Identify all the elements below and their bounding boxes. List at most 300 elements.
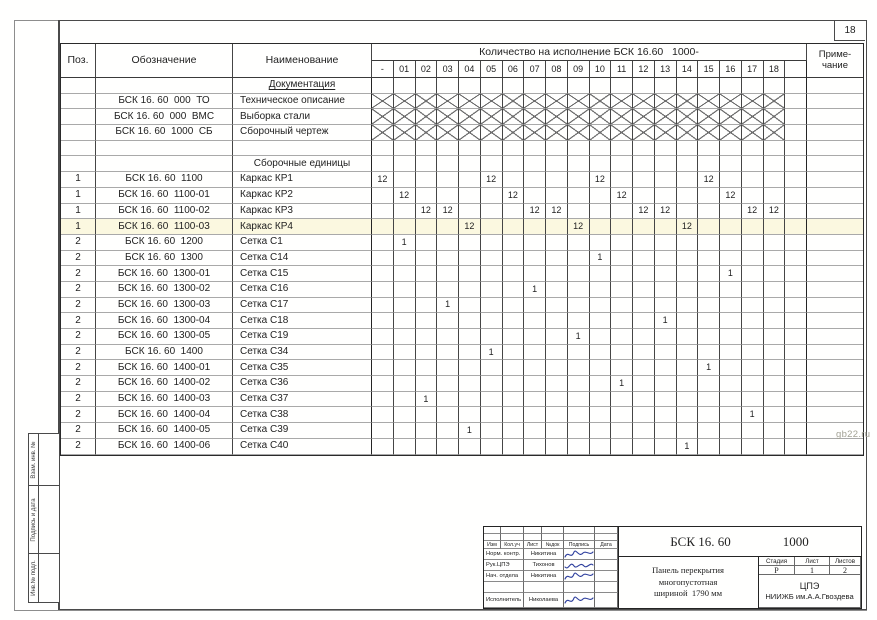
stamp-col-header: Лист: [524, 541, 542, 549]
qty-cell: [568, 282, 590, 298]
qty-cell: [611, 235, 633, 251]
qty-cell: [785, 392, 807, 408]
qty-cell: [503, 345, 525, 361]
qty-cell: [677, 298, 699, 314]
qty-cell: [633, 345, 655, 361]
qty-cell: [437, 172, 459, 188]
crossed-qty-cell: [481, 125, 503, 141]
qty-cell: [785, 251, 807, 267]
revision-cell: [524, 527, 542, 534]
crossed-qty-cell: [611, 94, 633, 110]
qty-cell: [742, 156, 764, 172]
qty-cell: [611, 329, 633, 345]
qty-cell: 1: [590, 251, 612, 267]
side-box-vzam-inv: [28, 433, 60, 487]
qty-cell: [503, 376, 525, 392]
stamp-col-header: №док: [542, 541, 564, 549]
qty-cell: [394, 376, 416, 392]
qty-cell: [372, 235, 394, 251]
designation-cell: БСК 16. 60 1400-01: [96, 360, 233, 376]
org-line1: ЦПЭ: [799, 580, 820, 591]
stamp-date-cell: [595, 560, 618, 571]
qty-cell: [785, 141, 807, 157]
qty-cell: [590, 219, 612, 235]
qty-cell: [437, 251, 459, 267]
qty-cell: [742, 376, 764, 392]
qty-cell: [785, 439, 807, 455]
name-cell: Сетка С39: [233, 423, 372, 439]
qty-cell: [524, 392, 546, 408]
stage-value-cell: Р: [759, 566, 795, 575]
designation-cell: БСК 16. 60 1100: [96, 172, 233, 188]
qty-cell: [459, 329, 481, 345]
qty-cell: [394, 282, 416, 298]
qty-cell: [503, 423, 525, 439]
crossed-qty-cell: [655, 125, 677, 141]
crossed-qty-cell: [655, 109, 677, 125]
crossed-qty-cell: [416, 109, 438, 125]
qty-cell: [546, 172, 568, 188]
designation-cell: БСК 16. 60 1100-03: [96, 219, 233, 235]
qty-cell: [742, 360, 764, 376]
qty-cell: [590, 141, 612, 157]
qty-cell: [742, 423, 764, 439]
qty-cell: [633, 376, 655, 392]
qty-cell: [698, 313, 720, 329]
qty-col-header: 15: [698, 61, 720, 78]
qty-cell: [655, 172, 677, 188]
qty-cell: [677, 235, 699, 251]
qty-cell: [655, 360, 677, 376]
qty-cell: 12: [720, 188, 742, 204]
qty-cell: [568, 439, 590, 455]
name-cell: Каркас КР3: [233, 204, 372, 220]
qty-cell: [416, 345, 438, 361]
designation-cell: [96, 156, 233, 172]
name-cell: Сетка С16: [233, 282, 372, 298]
crossed-qty-cell: [546, 94, 568, 110]
stage-value-cell: 2: [830, 566, 861, 575]
pos-cell: [61, 94, 96, 110]
qty-cell: 12: [677, 219, 699, 235]
sheet-number-box: [834, 21, 865, 41]
name-cell: Сетка С38: [233, 407, 372, 423]
qty-cell: [481, 439, 503, 455]
note-cell: [807, 219, 863, 235]
qty-cell: [785, 188, 807, 204]
qty-cell: [416, 313, 438, 329]
qty-cell: [459, 313, 481, 329]
name-cell: Сетка С17: [233, 298, 372, 314]
designation-cell: БСК 16. 60 1300-02: [96, 282, 233, 298]
designation-cell: БСК 16. 60 1200: [96, 235, 233, 251]
qty-cell: [568, 313, 590, 329]
qty-cell: [416, 156, 438, 172]
qty-cell: [372, 156, 394, 172]
qty-col-header: 12: [633, 61, 655, 78]
qty-cell: [611, 423, 633, 439]
qty-cell: [437, 141, 459, 157]
drawing-title: Панель перекрытия многопустотная шириной 1790 мм: [618, 557, 759, 608]
qty-cell: [611, 141, 633, 157]
qty-cell: [720, 313, 742, 329]
crossed-qty-cell: [459, 125, 481, 141]
qty-cell: [764, 156, 786, 172]
qty-cell: [655, 188, 677, 204]
qty-cell: [590, 376, 612, 392]
pos-cell: [61, 156, 96, 172]
qty-cell: [590, 266, 612, 282]
qty-cell: [698, 298, 720, 314]
crossed-qty-cell: [742, 94, 764, 110]
qty-cell: [720, 376, 742, 392]
qty-cell: [372, 329, 394, 345]
qty-cell: [655, 266, 677, 282]
qty-cell: [503, 360, 525, 376]
document-code: БСК 16. 60 1000: [618, 527, 861, 557]
qty-cell: [611, 282, 633, 298]
stamp-name-cell: [524, 582, 564, 593]
qty-cell: [698, 345, 720, 361]
qty-cell: [416, 78, 438, 94]
stage-header-cell: Листов: [830, 557, 861, 566]
stamp-name-cell: Никитина: [524, 571, 564, 582]
stamp-date-cell: [595, 549, 618, 560]
qty-cell: [611, 219, 633, 235]
qty-cell: [720, 407, 742, 423]
qty-cell: [524, 219, 546, 235]
qty-cell: [524, 188, 546, 204]
qty-cell: 12: [481, 172, 503, 188]
qty-cell: [611, 78, 633, 94]
qty-col-header: 07: [524, 61, 546, 78]
qty-cell: [785, 298, 807, 314]
crossed-qty-cell: [764, 109, 786, 125]
qty-cell: [524, 172, 546, 188]
name-cell: Выборка стали: [233, 109, 372, 125]
stamp-date-cell: [595, 571, 618, 582]
pos-cell: 2: [61, 251, 96, 267]
qty-cell: [764, 219, 786, 235]
pos-cell: [61, 125, 96, 141]
qty-cell: [524, 313, 546, 329]
crossed-qty-cell: [459, 94, 481, 110]
qty-cell: [764, 141, 786, 157]
pos-cell: 2: [61, 313, 96, 329]
watermark: gb22.ru: [836, 429, 871, 440]
revision-cell: [524, 534, 542, 541]
qty-cell: [394, 392, 416, 408]
qty-cell: [394, 141, 416, 157]
qty-cell: [785, 125, 807, 141]
crossed-qty-cell: [568, 109, 590, 125]
crossed-qty-cell: [503, 109, 525, 125]
qty-col-header: -: [372, 61, 394, 78]
qty-cell: [677, 266, 699, 282]
qty-cell: [394, 298, 416, 314]
qty-col-header: 13: [655, 61, 677, 78]
section-label: Документация: [233, 78, 372, 94]
crossed-qty-cell: [394, 109, 416, 125]
qty-cell: [394, 439, 416, 455]
crossed-qty-cell: [481, 94, 503, 110]
qty-cell: [633, 313, 655, 329]
col-header-quantity-group: Количество на исполнение БСК 16.60 1000-: [372, 44, 807, 61]
qty-cell: [590, 392, 612, 408]
stamp-name-cell: Тихонов: [524, 560, 564, 571]
qty-cell: [677, 345, 699, 361]
qty-cell: 1: [524, 282, 546, 298]
qty-cell: [372, 188, 394, 204]
qty-cell: [698, 266, 720, 282]
qty-cell: [546, 266, 568, 282]
qty-cell: [720, 282, 742, 298]
qty-cell: [655, 156, 677, 172]
col-header-name: Наименование: [233, 44, 372, 78]
qty-cell: [459, 204, 481, 220]
crossed-qty-cell: [546, 109, 568, 125]
qty-cell: [611, 251, 633, 267]
qty-cell: [677, 376, 699, 392]
designation-cell: БСК 16. 60 1300-01: [96, 266, 233, 282]
qty-cell: [742, 298, 764, 314]
qty-cell: [633, 78, 655, 94]
qty-cell: [437, 78, 459, 94]
note-cell: [807, 407, 863, 423]
name-cell: Сетка С19: [233, 329, 372, 345]
qty-cell: [677, 141, 699, 157]
qty-cell: 12: [633, 204, 655, 220]
name-cell: Сетка С34: [233, 345, 372, 361]
qty-cell: [546, 376, 568, 392]
qty-cell: [394, 345, 416, 361]
col-header-designation: Обозначение: [96, 44, 233, 78]
qty-cell: [524, 439, 546, 455]
note-cell: [807, 439, 863, 455]
stage-sheet-table: [759, 557, 861, 608]
qty-cell: [394, 313, 416, 329]
qty-cell: 12: [764, 204, 786, 220]
specification-table: [60, 43, 864, 456]
qty-cell: [742, 266, 764, 282]
note-cell: [807, 376, 863, 392]
crossed-qty-cell: [372, 125, 394, 141]
qty-cell: [698, 407, 720, 423]
qty-cell: [764, 376, 786, 392]
qty-cell: [394, 251, 416, 267]
qty-cell: [503, 235, 525, 251]
qty-cell: [372, 219, 394, 235]
stamp-col-header: Кол.уч: [501, 541, 524, 549]
qty-cell: [655, 78, 677, 94]
title-block: [483, 526, 862, 609]
qty-cell: [698, 235, 720, 251]
qty-cell: [590, 345, 612, 361]
revision-cell: [484, 527, 501, 534]
qty-cell: [437, 345, 459, 361]
note-cell: [807, 188, 863, 204]
qty-cell: [568, 235, 590, 251]
qty-cell: [372, 360, 394, 376]
designation-cell: БСК 16. 60 1300-03: [96, 298, 233, 314]
qty-cell: [481, 188, 503, 204]
qty-cell: [394, 219, 416, 235]
qty-cell: [720, 392, 742, 408]
qty-cell: [611, 204, 633, 220]
qty-cell: [437, 439, 459, 455]
note-cell: [807, 392, 863, 408]
qty-cell: [524, 345, 546, 361]
qty-cell: [459, 345, 481, 361]
qty-cell: [481, 313, 503, 329]
side-label: Инв.№ подл.: [30, 560, 37, 596]
qty-cell: [416, 219, 438, 235]
qty-cell: 12: [698, 172, 720, 188]
qty-cell: [764, 423, 786, 439]
qty-cell: [633, 282, 655, 298]
stamp-name-cell: Никитина: [524, 549, 564, 560]
qty-cell: [481, 423, 503, 439]
crossed-qty-cell: [611, 125, 633, 141]
qty-cell: [611, 407, 633, 423]
stage-header-cell: Лист: [795, 557, 830, 566]
qty-cell: [503, 439, 525, 455]
qty-cell: [633, 439, 655, 455]
pos-cell: 1: [61, 219, 96, 235]
name-cell: Сборочный чертеж: [233, 125, 372, 141]
designation-cell: БСК 16. 60 1000 СБ: [96, 125, 233, 141]
qty-cell: [785, 172, 807, 188]
stamp-date-cell: [595, 593, 618, 608]
stamp-role-cell: [484, 582, 524, 593]
qty-cell: [677, 423, 699, 439]
qty-cell: [720, 439, 742, 455]
qty-col-header: 02: [416, 61, 438, 78]
qty-cell: [677, 313, 699, 329]
qty-cell: [655, 282, 677, 298]
qty-cell: [677, 204, 699, 220]
qty-cell: [546, 329, 568, 345]
crossed-qty-cell: [742, 125, 764, 141]
qty-cell: 12: [394, 188, 416, 204]
qty-cell: [677, 172, 699, 188]
qty-cell: [655, 345, 677, 361]
qty-cell: [372, 282, 394, 298]
designation-cell: БСК 16. 60 000 ТО: [96, 94, 233, 110]
qty-cell: [611, 172, 633, 188]
qty-cell: [546, 439, 568, 455]
qty-cell: [611, 266, 633, 282]
qty-cell: [655, 219, 677, 235]
signature: [564, 570, 594, 582]
qty-cell: [481, 235, 503, 251]
designation-cell: БСК 16. 60 1400-05: [96, 423, 233, 439]
qty-cell: [568, 172, 590, 188]
stamp-date-cell: [595, 582, 618, 593]
qty-cell: [633, 360, 655, 376]
name-cell: Сетка С35: [233, 360, 372, 376]
stamp-col-header: Дата: [595, 541, 618, 549]
qty-cell: [590, 439, 612, 455]
qty-cell: [764, 329, 786, 345]
crossed-qty-cell: [372, 94, 394, 110]
qty-cell: [568, 360, 590, 376]
crossed-qty-cell: [546, 125, 568, 141]
qty-cell: 12: [546, 204, 568, 220]
qty-cell: [524, 298, 546, 314]
qty-cell: [568, 78, 590, 94]
qty-cell: [459, 298, 481, 314]
revision-cell: [595, 527, 618, 534]
qty-cell: [503, 172, 525, 188]
qty-cell: [416, 407, 438, 423]
pos-cell: 2: [61, 235, 96, 251]
revision-cell: [484, 534, 501, 541]
qty-cell: [372, 298, 394, 314]
designation-cell: БСК 16. 60 1300-04: [96, 313, 233, 329]
qty-col-header: [785, 61, 807, 78]
qty-cell: [437, 423, 459, 439]
qty-cell: [372, 345, 394, 361]
qty-cell: [437, 313, 459, 329]
qty-cell: [633, 329, 655, 345]
pos-cell: 2: [61, 407, 96, 423]
org-line2: НИИЖБ им.А.А.Гвоздева: [765, 591, 854, 601]
qty-cell: [720, 329, 742, 345]
crossed-qty-cell: [503, 125, 525, 141]
crossed-qty-cell: [503, 94, 525, 110]
qty-cell: [785, 219, 807, 235]
qty-cell: [742, 439, 764, 455]
crossed-qty-cell: [416, 125, 438, 141]
crossed-qty-cell: [394, 94, 416, 110]
qty-cell: [437, 392, 459, 408]
qty-cell: [785, 94, 807, 110]
qty-cell: 12: [524, 204, 546, 220]
qty-col-header: 06: [503, 61, 525, 78]
crossed-qty-cell: [590, 125, 612, 141]
qty-cell: [698, 78, 720, 94]
crossed-qty-cell: [677, 109, 699, 125]
qty-cell: [633, 172, 655, 188]
qty-cell: [394, 78, 416, 94]
qty-cell: 12: [437, 204, 459, 220]
crossed-qty-cell: [437, 109, 459, 125]
revision-cell: [564, 527, 595, 534]
qty-cell: [459, 407, 481, 423]
qty-cell: 1: [437, 298, 459, 314]
qty-cell: [437, 188, 459, 204]
qty-cell: [742, 188, 764, 204]
qty-cell: [764, 392, 786, 408]
qty-cell: 1: [698, 360, 720, 376]
qty-cell: [655, 251, 677, 267]
qty-cell: [720, 204, 742, 220]
qty-cell: 1: [611, 376, 633, 392]
qty-cell: [437, 376, 459, 392]
designation-cell: [96, 141, 233, 157]
qty-cell: [416, 298, 438, 314]
qty-cell: [416, 141, 438, 157]
qty-cell: [394, 172, 416, 188]
qty-cell: [568, 423, 590, 439]
stamp-role-cell: Исполнитель: [484, 593, 524, 608]
crossed-qty-cell: [611, 109, 633, 125]
note-cell: [807, 298, 863, 314]
qty-cell: [568, 376, 590, 392]
revision-cell: [542, 534, 564, 541]
qty-cell: 12: [655, 204, 677, 220]
